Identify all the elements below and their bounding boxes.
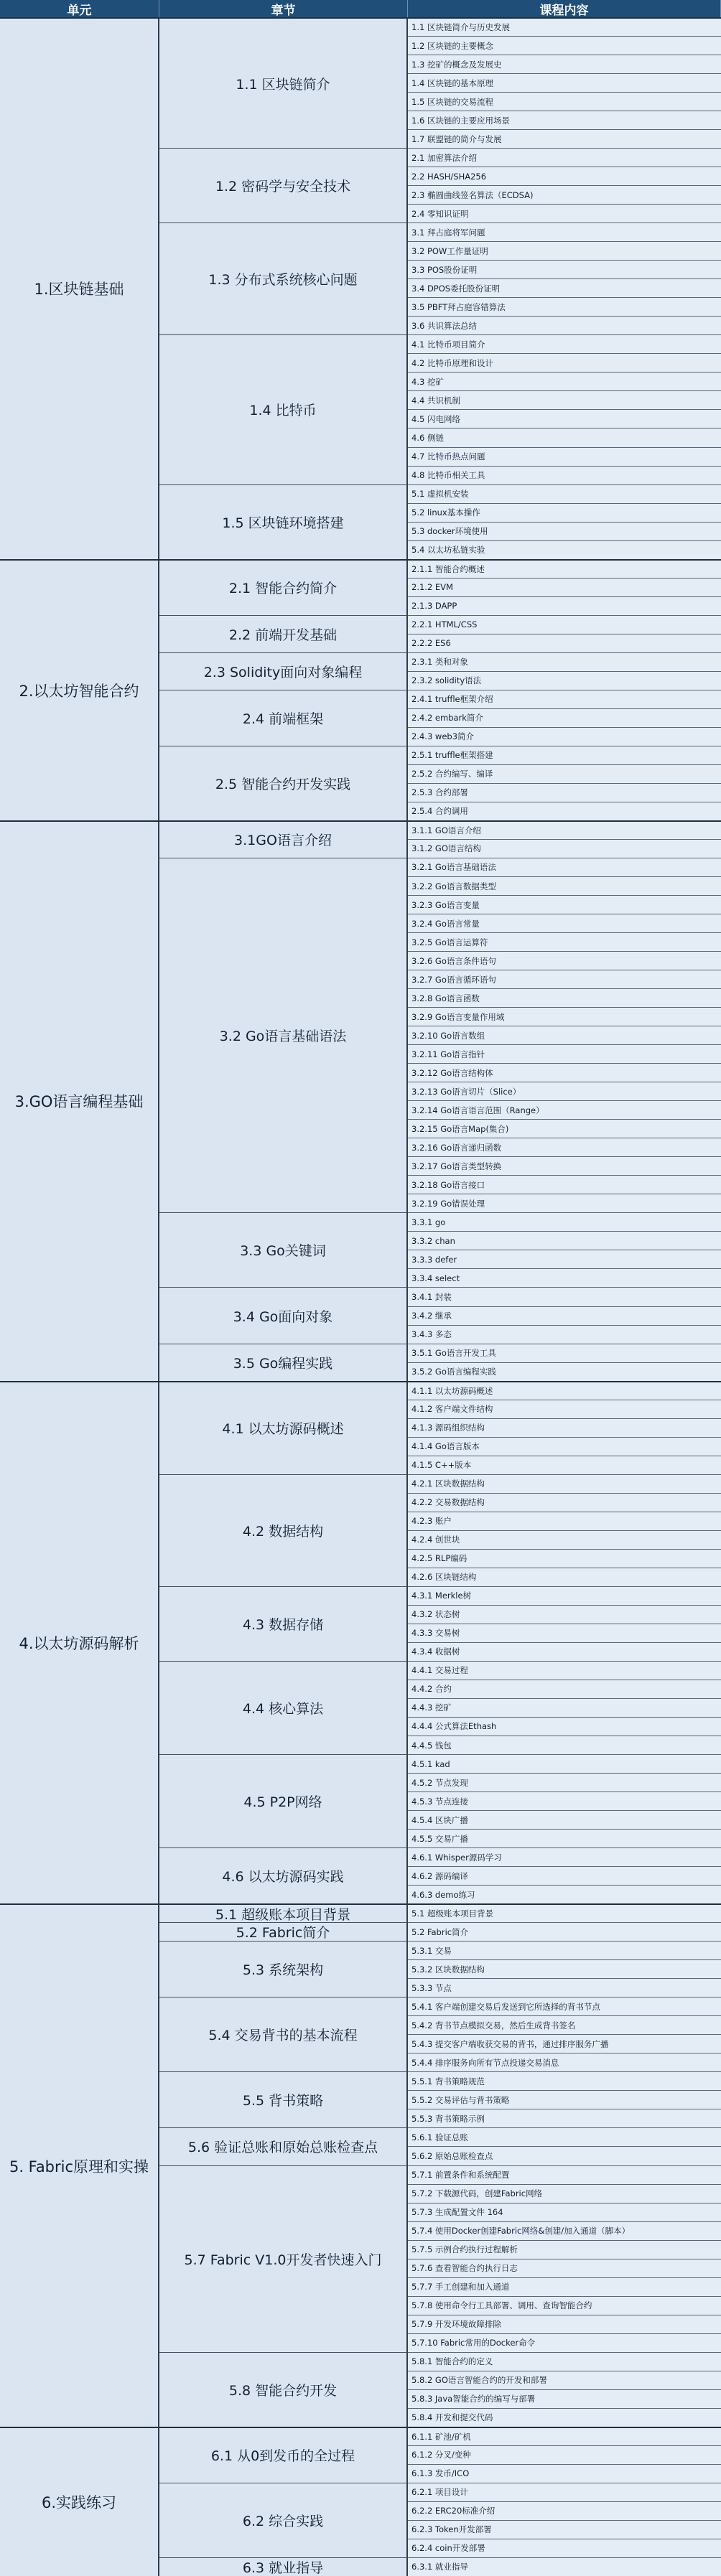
lesson-cell: 3.1.1 GO语言介绍 (408, 820, 721, 839)
chapter-cell: 4.6 以太坊源码实践 (159, 1847, 408, 1903)
unit-cell: 3.GO语言编程基础 (0, 820, 159, 1381)
lesson-cell: 4.5.5 交易广播 (408, 1829, 721, 1847)
lesson-cell: 4.5.1 kad (408, 1754, 721, 1773)
lesson-cell: 2.5.1 truffle框架搭建 (408, 746, 721, 764)
lesson-cell: 5.7.5 示例合约执行过程解析 (408, 2240, 721, 2259)
lesson-cell: 2.1.1 智能合约概述 (408, 559, 721, 578)
lesson-cell: 5.2 Fabric简介 (408, 1922, 721, 1941)
lesson-cell: 4.3.3 交易树 (408, 1624, 721, 1642)
chapter-cell: 5.3 系统架构 (159, 1941, 408, 1997)
lesson-cell: 1.4 区块链的基本原理 (408, 73, 721, 92)
chapter-cell: 1.4 比特币 (159, 334, 408, 484)
lesson-cell: 3.2.5 Go语言运算符 (408, 932, 721, 951)
lesson-cell: 6.3.1 就业指导 (408, 2557, 721, 2576)
lesson-cell: 5.4.3 提交客户端收获交易的背书，通过排序服务广播 (408, 2034, 721, 2053)
lesson-cell: 4.4.5 钱包 (408, 1736, 721, 1754)
lesson-cell: 3.2.7 Go语言循环语句 (408, 970, 721, 988)
unit-cell: 2.以太坊智能合约 (0, 559, 159, 820)
lesson-cell: 4.2 比特币原理和设计 (408, 353, 721, 372)
lesson-cell: 4.6.3 demo练习 (408, 1885, 721, 1903)
lesson-cell: 3.2.9 Go语言变量作用域 (408, 1007, 721, 1026)
lesson-cell: 5.6.1 验证总账 (408, 2127, 721, 2146)
lesson-cell: 2.2 HASH/SHA256 (408, 167, 721, 185)
lesson-cell: 3.2.19 Go错误处理 (408, 1194, 721, 1212)
lesson-cell: 3.2.2 Go语言数据类型 (408, 876, 721, 895)
lesson-cell: 3.2.18 Go语言接口 (408, 1175, 721, 1194)
lesson-cell: 6.1.3 发币/ICO (408, 2464, 721, 2483)
lesson-cell: 5.8.3 Java智能合约的编写与部署 (408, 2389, 721, 2408)
lesson-cell: 4.1.4 Go语言版本 (408, 1437, 721, 1456)
lesson-cell: 6.2.2 ERC20标准介绍 (408, 2501, 721, 2520)
lesson-cell: 5.7.9 开发环境故障排除 (408, 2315, 721, 2333)
chapter-cell: 4.1 以太坊源码概述 (159, 1381, 408, 1474)
lesson-cell: 4.6.2 源码编译 (408, 1866, 721, 1885)
lesson-cell: 3.2.13 Go语言切片（Slice） (408, 1082, 721, 1100)
lesson-cell: 3.3 POS股份证明 (408, 260, 721, 278)
lesson-cell: 4.6.1 Whisper源码学习 (408, 1847, 721, 1866)
lesson-cell: 5.4.1 客户端创建交易后发送到它所选择的背书节点 (408, 1997, 721, 2015)
lesson-cell: 2.1.2 EVM (408, 578, 721, 596)
lesson-cell: 6.2.3 Token开发部署 (408, 2520, 721, 2539)
chapter-cell: 5.4 交易背书的基本流程 (159, 1997, 408, 2071)
lesson-cell: 5.3.3 节点 (408, 1978, 721, 1997)
chapter-cell: 5.7 Fabric V1.0开发者快速入门 (159, 2165, 408, 2352)
lesson-cell: 4.4.2 合约 (408, 1680, 721, 1698)
chapter-cell: 4.5 P2P网络 (159, 1754, 408, 1847)
lesson-cell: 5.8.4 开发和提交代码 (408, 2408, 721, 2427)
lesson-cell: 3.2.10 Go语言数组 (408, 1026, 721, 1044)
lesson-cell: 2.4.1 truffle框架介绍 (408, 690, 721, 708)
lesson-cell: 4.1.2 客户端文件结构 (408, 1400, 721, 1418)
lesson-cell: 2.5.2 合约编写、编译 (408, 764, 721, 783)
lesson-cell: 4.3.2 状态树 (408, 1605, 721, 1624)
chapter-cell: 1.5 区块链环境搭建 (159, 484, 408, 559)
lesson-cell: 5.3.1 交易 (408, 1941, 721, 1959)
chapter-cell: 1.2 密码学与安全技术 (159, 148, 408, 223)
chapter-cell: 2.3 Solidity面向对象编程 (159, 652, 408, 690)
lesson-cell: 3.6 共识算法总结 (408, 316, 721, 334)
lesson-cell: 2.4.3 web3简介 (408, 727, 721, 746)
lesson-cell: 3.3.3 defer (408, 1250, 721, 1268)
chapter-cell: 6.3 就业指导 (159, 2557, 408, 2576)
lesson-cell: 4.4.1 交易过程 (408, 1661, 721, 1680)
chapter-cell: 3.5 Go编程实践 (159, 1344, 408, 1381)
lesson-cell: 5.5.3 背书策略示例 (408, 2109, 721, 2127)
lesson-cell: 1.5 区块链的交易流程 (408, 92, 721, 111)
chapter-cell: 3.1GO语言介绍 (159, 820, 408, 858)
lesson-cell: 5.7.8 使用命令行工具部署、调用、查询智能合约 (408, 2296, 721, 2315)
lesson-cell: 5.7.10 Fabric常用的Docker命令 (408, 2333, 721, 2352)
lesson-cell: 2.3 椭圆曲线签名算法（ECDSA) (408, 185, 721, 204)
lesson-cell: 3.2.8 Go语言函数 (408, 988, 721, 1007)
lesson-cell: 2.2.1 HTML/CSS (408, 615, 721, 634)
chapter-cell: 6.1 从0到发币的全过程 (159, 2427, 408, 2483)
lesson-cell: 4.2.2 交易数据结构 (408, 1493, 721, 1512)
lesson-cell: 5.7.7 手工创建和加入通道 (408, 2277, 721, 2296)
chapter-cell: 5.1 超级账本项目背景 (159, 1903, 408, 1922)
lesson-cell: 6.2.1 项目设计 (408, 2483, 721, 2501)
lesson-cell: 2.4.2 embark简介 (408, 708, 721, 727)
lesson-cell: 4.3.4 收据树 (408, 1642, 721, 1661)
lesson-cell: 3.2.4 Go语言常量 (408, 914, 721, 932)
lesson-cell: 5.1 虚拟机安装 (408, 484, 721, 503)
lesson-cell: 2.2.2 ES6 (408, 634, 721, 652)
lesson-cell: 4.4.4 公式算法Ethash (408, 1717, 721, 1736)
lesson-cell: 5.4 以太坊私链实验 (408, 540, 721, 559)
lesson-cell: 4.8 比特币相关工具 (408, 466, 721, 484)
unit-cell: 5. Fabric原理和实操 (0, 1903, 159, 2427)
header-chapter: 章节 (159, 0, 408, 17)
lesson-cell: 3.2.14 Go语言语言范围（Range） (408, 1100, 721, 1119)
lesson-cell: 2.3.2 solidity语法 (408, 671, 721, 690)
chapter-cell: 5.5 背书策略 (159, 2071, 408, 2127)
lesson-cell: 3.2.12 Go语言结构体 (408, 1063, 721, 1082)
lesson-cell: 4.1.1 以太坊源码概述 (408, 1381, 721, 1400)
lesson-cell: 5.7.4 使用Docker创建Fabric网络&创建/加入通道（脚本） (408, 2221, 721, 2240)
header-content: 课程内容 (408, 0, 721, 17)
lesson-cell: 3.3.1 go (408, 1212, 721, 1231)
lesson-cell: 6.1.1 矿池/矿机 (408, 2427, 721, 2445)
lesson-cell: 5.7.1 前置条件和系统配置 (408, 2165, 721, 2184)
chapter-cell: 6.2 综合实践 (159, 2483, 408, 2557)
chapter-cell: 4.3 数据存储 (159, 1586, 408, 1661)
lesson-cell: 4.4.3 挖矿 (408, 1698, 721, 1717)
lesson-cell: 5.7.6 查看智能合约执行日志 (408, 2259, 721, 2277)
lesson-cell: 6.1.2 分叉/变种 (408, 2445, 721, 2464)
lesson-cell: 3.3.2 chan (408, 1231, 721, 1250)
lesson-cell: 5.5.2 交易评估与背书策略 (408, 2090, 721, 2109)
chapter-cell: 5.6 验证总账和原始总账检查点 (159, 2127, 408, 2165)
lesson-cell: 3.2.15 Go语言Map(集合) (408, 1119, 721, 1138)
lesson-cell: 4.2.6 区块链结构 (408, 1568, 721, 1586)
lesson-cell: 4.1.3 源码组织结构 (408, 1418, 721, 1437)
chapter-cell: 2.1 智能合约简介 (159, 559, 408, 615)
lesson-cell: 1.1 区块链简介与历史发展 (408, 17, 721, 36)
lesson-cell: 3.3.4 select (408, 1268, 721, 1287)
lesson-cell: 2.3.1 类和对象 (408, 652, 721, 671)
lesson-cell: 4.1 比特币项目简介 (408, 334, 721, 353)
lesson-cell: 5.2 linux基本操作 (408, 503, 721, 522)
lesson-cell: 3.1 拜占庭将军问题 (408, 223, 721, 241)
lesson-cell: 4.3.1 Merkle树 (408, 1586, 721, 1605)
lesson-cell: 3.4.1 封装 (408, 1287, 721, 1306)
lesson-cell: 3.5 PBFT拜占庭容错算法 (408, 297, 721, 316)
chapter-cell: 2.2 前端开发基础 (159, 615, 408, 652)
lesson-cell: 3.2.16 Go语言递归函数 (408, 1138, 721, 1156)
chapter-cell: 3.4 Go面向对象 (159, 1287, 408, 1343)
chapter-cell: 5.8 智能合约开发 (159, 2352, 408, 2427)
lesson-cell: 4.3 挖矿 (408, 372, 721, 390)
lesson-cell: 2.5.4 合约调用 (408, 802, 721, 820)
lesson-cell: 3.2.1 Go语言基础语法 (408, 858, 721, 876)
header-unit: 单元 (0, 0, 159, 17)
lesson-cell: 3.2.17 Go语言类型转换 (408, 1156, 721, 1175)
lesson-cell: 5.3 docker环境使用 (408, 522, 721, 540)
lesson-cell: 2.4 零知识证明 (408, 204, 721, 223)
chapter-cell: 4.4 核心算法 (159, 1661, 408, 1754)
lesson-cell: 1.7 联盟链的简介与发展 (408, 129, 721, 148)
unit-cell: 1.区块链基础 (0, 17, 159, 559)
lesson-cell: 3.2.11 Go语言指针 (408, 1044, 721, 1063)
chapter-cell: 1.3 分布式系统核心问题 (159, 223, 408, 334)
lesson-cell: 3.4.3 多态 (408, 1325, 721, 1344)
lesson-cell: 3.1.2 GO语言结构 (408, 839, 721, 858)
lesson-cell: 5.4.2 背书节点模拟交易，然后生成背书签名 (408, 2015, 721, 2034)
lesson-cell: 4.5.2 节点发现 (408, 1773, 721, 1792)
lesson-cell: 5.1 超级账本项目背景 (408, 1903, 721, 1922)
lesson-cell: 4.4 共识机制 (408, 390, 721, 409)
lesson-cell: 3.5.1 Go语言开发工具 (408, 1344, 721, 1362)
lesson-cell: 3.5.2 Go语言编程实践 (408, 1362, 721, 1381)
lesson-cell: 3.2 POW工作量证明 (408, 241, 721, 260)
lesson-cell: 2.1.3 DAPP (408, 596, 721, 615)
lesson-cell: 5.7.2 下载源代码，创建Fabric网络 (408, 2184, 721, 2203)
lesson-cell: 1.2 区块链的主要概念 (408, 36, 721, 55)
chapter-cell: 1.1 区块链简介 (159, 17, 408, 148)
lesson-cell: 5.5.1 背书策略规范 (408, 2071, 721, 2090)
lesson-cell: 2.5.3 合约部署 (408, 783, 721, 802)
chapter-cell: 4.2 数据结构 (159, 1474, 408, 1586)
lesson-cell: 4.2.4 创世块 (408, 1530, 721, 1549)
lesson-cell: 2.1 加密算法介绍 (408, 148, 721, 167)
chapter-cell: 3.3 Go关键词 (159, 1212, 408, 1287)
lesson-cell: 4.5 闪电网络 (408, 409, 721, 428)
lesson-cell: 5.4.4 排序服务向所有节点投递交易消息 (408, 2053, 721, 2071)
lesson-cell: 3.2.6 Go语言条件语句 (408, 951, 721, 970)
chapter-cell: 5.2 Fabric简介 (159, 1922, 408, 1941)
chapter-cell: 3.2 Go语言基础语法 (159, 858, 408, 1212)
lesson-cell: 5.7.3 生成配置文件 164 (408, 2203, 721, 2221)
chapter-cell: 2.5 智能合约开发实践 (159, 746, 408, 820)
lesson-cell: 5.6.2 原始总账检查点 (408, 2146, 721, 2165)
lesson-cell: 1.3 挖矿的概念及发展史 (408, 55, 721, 73)
lesson-cell: 5.3.2 区块数据结构 (408, 1959, 721, 1978)
lesson-cell: 4.7 比特币热点问题 (408, 447, 721, 466)
lesson-cell: 1.6 区块链的主要应用场景 (408, 111, 721, 129)
lesson-cell: 4.2.5 RLP编码 (408, 1549, 721, 1568)
lesson-cell: 4.5.3 节点连接 (408, 1792, 721, 1810)
lesson-cell: 4.6 侧链 (408, 428, 721, 446)
lesson-cell: 3.2.3 Go语言变量 (408, 895, 721, 914)
lesson-cell: 3.4 DPOS委托股份证明 (408, 278, 721, 297)
lesson-cell: 4.5.4 区块广播 (408, 1810, 721, 1829)
lesson-cell: 3.4.2 继承 (408, 1306, 721, 1325)
unit-cell: 4.以太坊源码解析 (0, 1381, 159, 1904)
lesson-cell: 4.1.5 C++版本 (408, 1456, 721, 1474)
lesson-cell: 4.2.3 账户 (408, 1512, 721, 1530)
chapter-cell: 2.4 前端框架 (159, 690, 408, 746)
lesson-cell: 5.8.2 GO语言智能合约的开发和部署 (408, 2371, 721, 2389)
lesson-cell: 5.8.1 智能合约的定义 (408, 2352, 721, 2371)
unit-cell: 6.实践练习 (0, 2427, 159, 2576)
lesson-cell: 4.2.1 区块数据结构 (408, 1474, 721, 1493)
lesson-cell: 6.2.4 coin开发部署 (408, 2539, 721, 2557)
